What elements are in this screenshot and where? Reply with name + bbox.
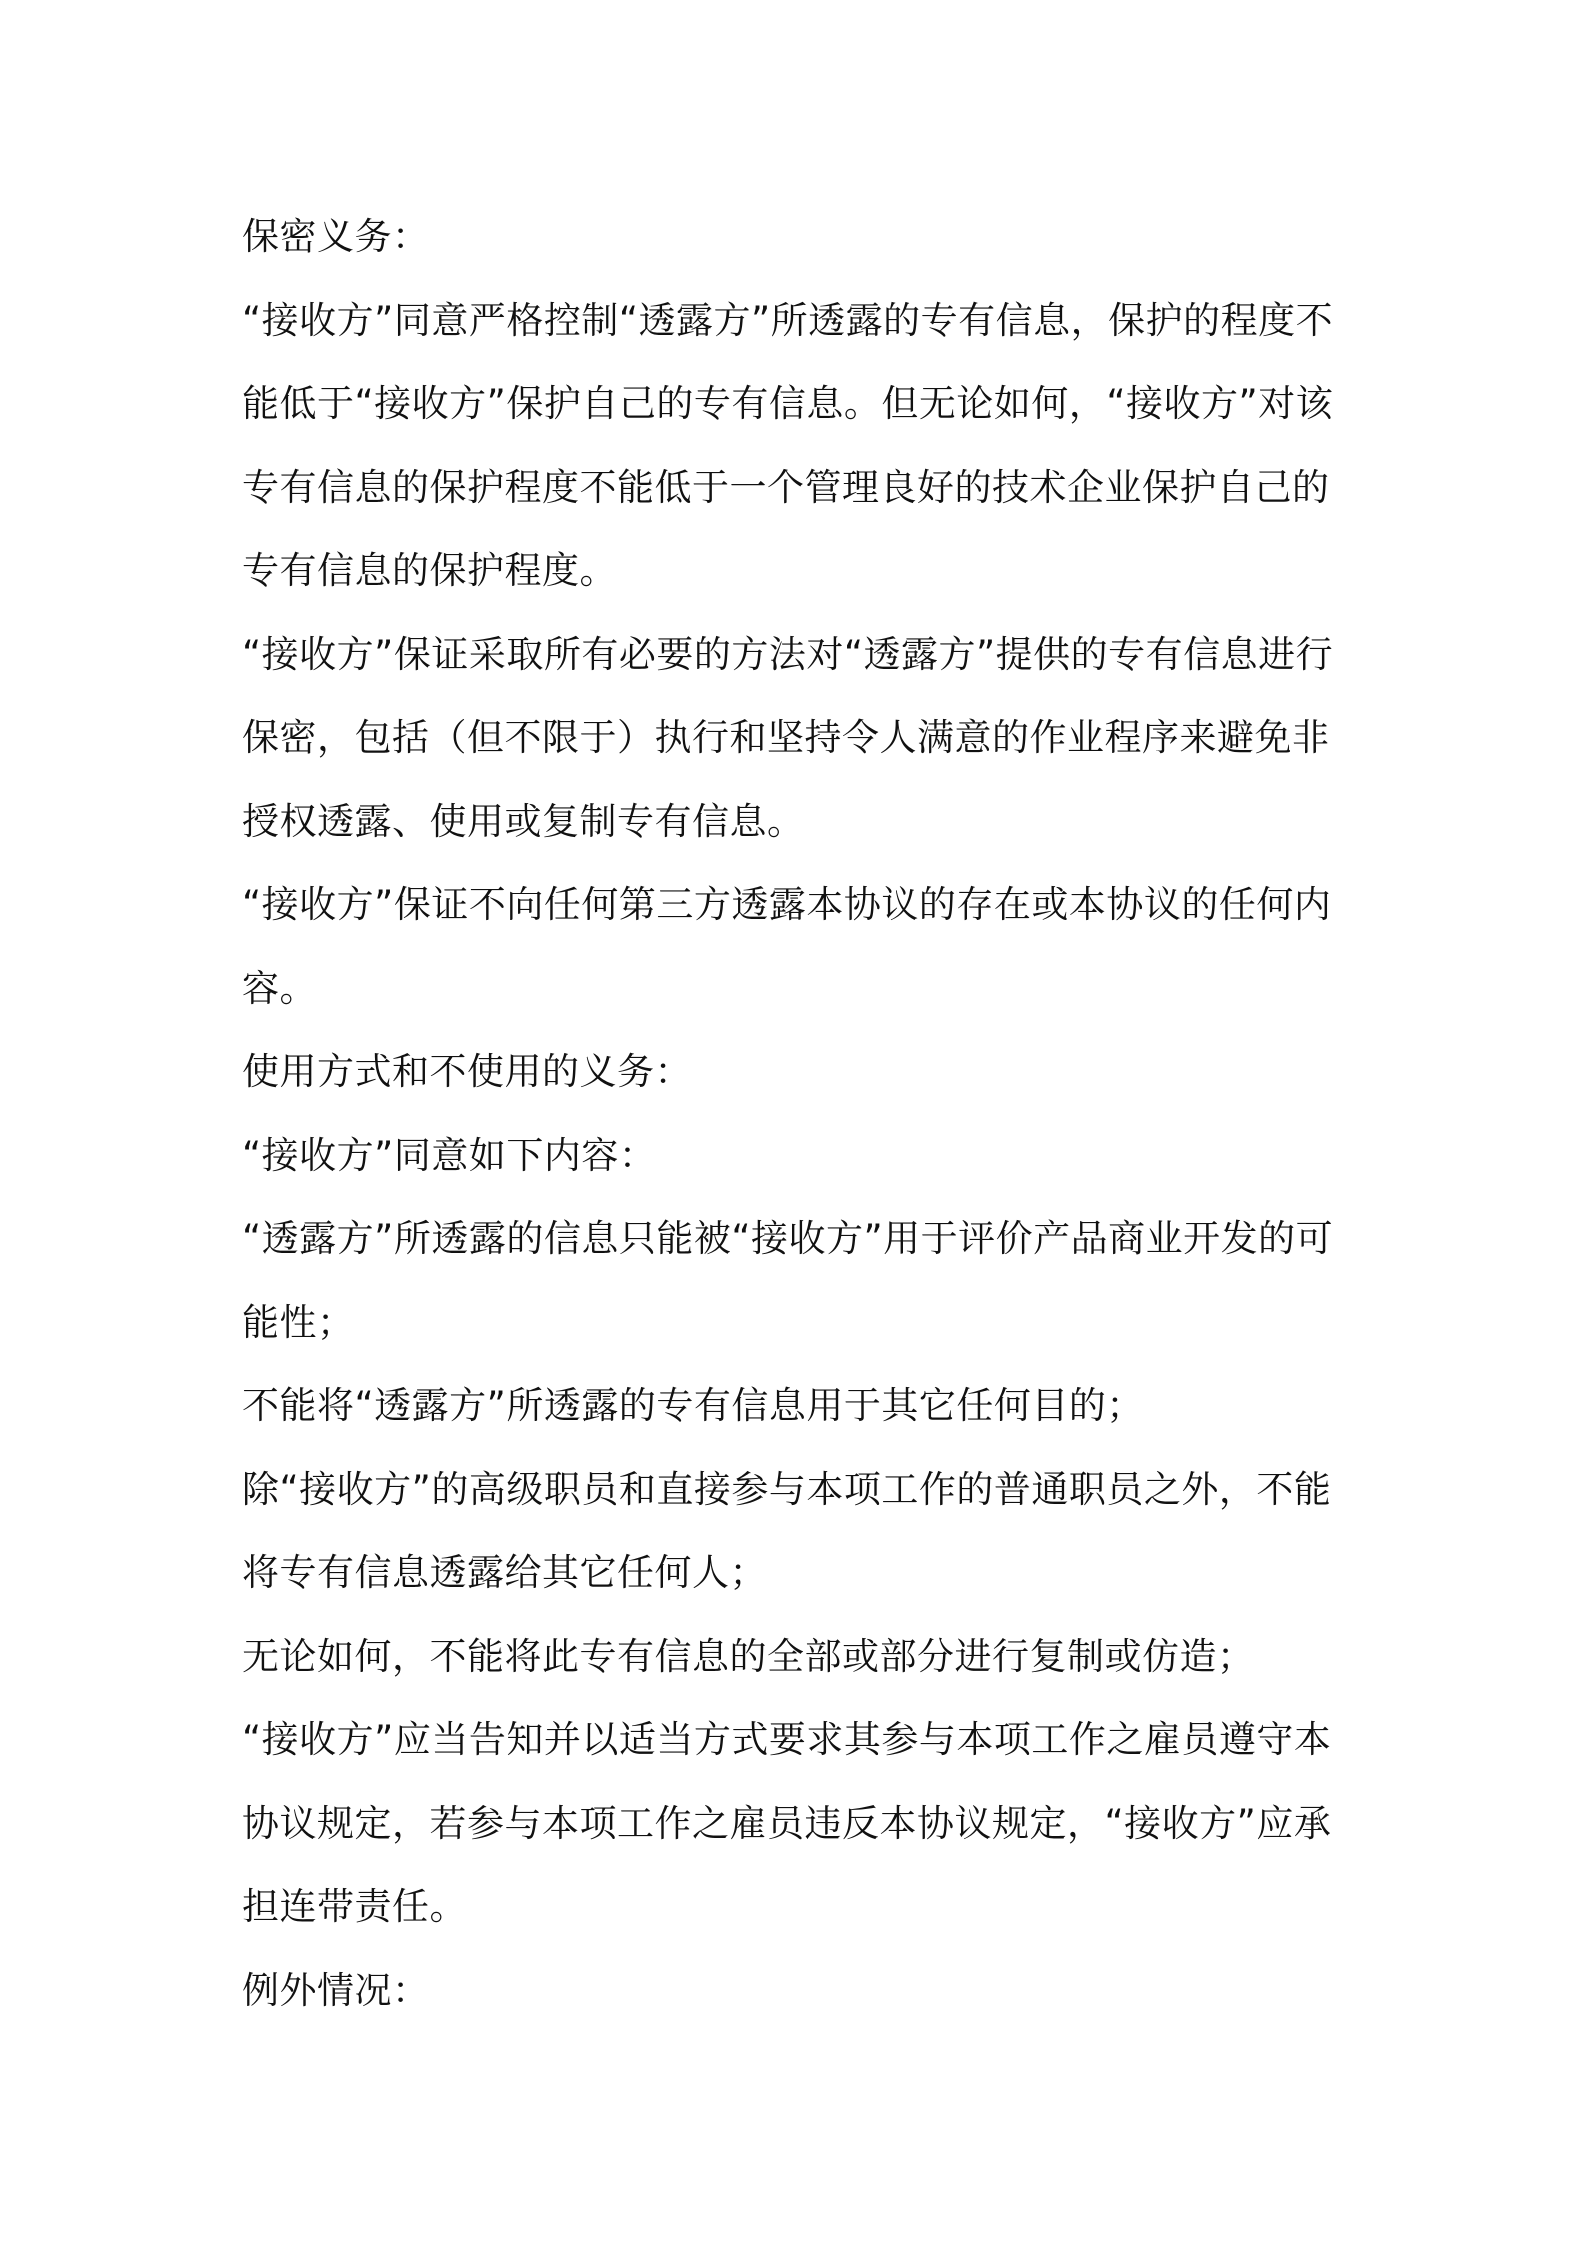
paragraph-no-other-purpose: 不能将“透露方”所透露的专有信息用于其它任何目的； [242, 1384, 1144, 1427]
paragraph-evaluation-use-only: “透露方”所透露的信息只能被“接收方”用于评价产品商业开发的可能性； [242, 1217, 1334, 1344]
section-heading-confidentiality: 保密义务： [242, 215, 430, 258]
paragraph-no-third-party-disclosure: “接收方”保证不向任何第三方透露本协议的存在或本协议的任何内容。 [242, 883, 1332, 1010]
paragraph-protection-degree: “接收方”同意严格控制“透露方”所透露的专有信息，保护的程度不能低于“接收方”保护自己的专有信息。但无论如何，“接收方”对该专有信息的保护程度不能低于一个管理良好的技术企业保护自己的专有信息的保护程度。 [242, 298, 1334, 592]
section-heading-exceptions: 例外情况： [242, 1968, 430, 2012]
document-body [242, 195, 1362, 2032]
paragraph-confidentiality-measures: “接收方”保证采取所有必要的方法对“透露方”提供的专有信息进行保密，包括（但不限于）执行和坚持令人满意的作业程序来避免非授权透露、使用或复制专有信息。 [242, 632, 1334, 843]
paragraph-no-copying: 无论如何，不能将此专有信息的全部或部分进行复制或仿造； [242, 1634, 1255, 1678]
section-heading-usage: 使用方式和不使用的义务： [242, 1050, 692, 1093]
paragraph-employee-liability: “接收方”应当告知并以适当方式要求其参与本项工作之雇员遵守本协议规定，若参与本项工作之雇员违反本协议规定，“接收方”应承担连带责任。 [242, 1718, 1332, 1928]
paragraph-limited-staff: 除“接收方”的高级职员和直接参与本项工作的普通职员之外，不能将专有信息透露给其它任何人； [242, 1467, 1332, 1594]
paragraph-agreement-intro: “接收方”同意如下内容： [242, 1133, 657, 1177]
